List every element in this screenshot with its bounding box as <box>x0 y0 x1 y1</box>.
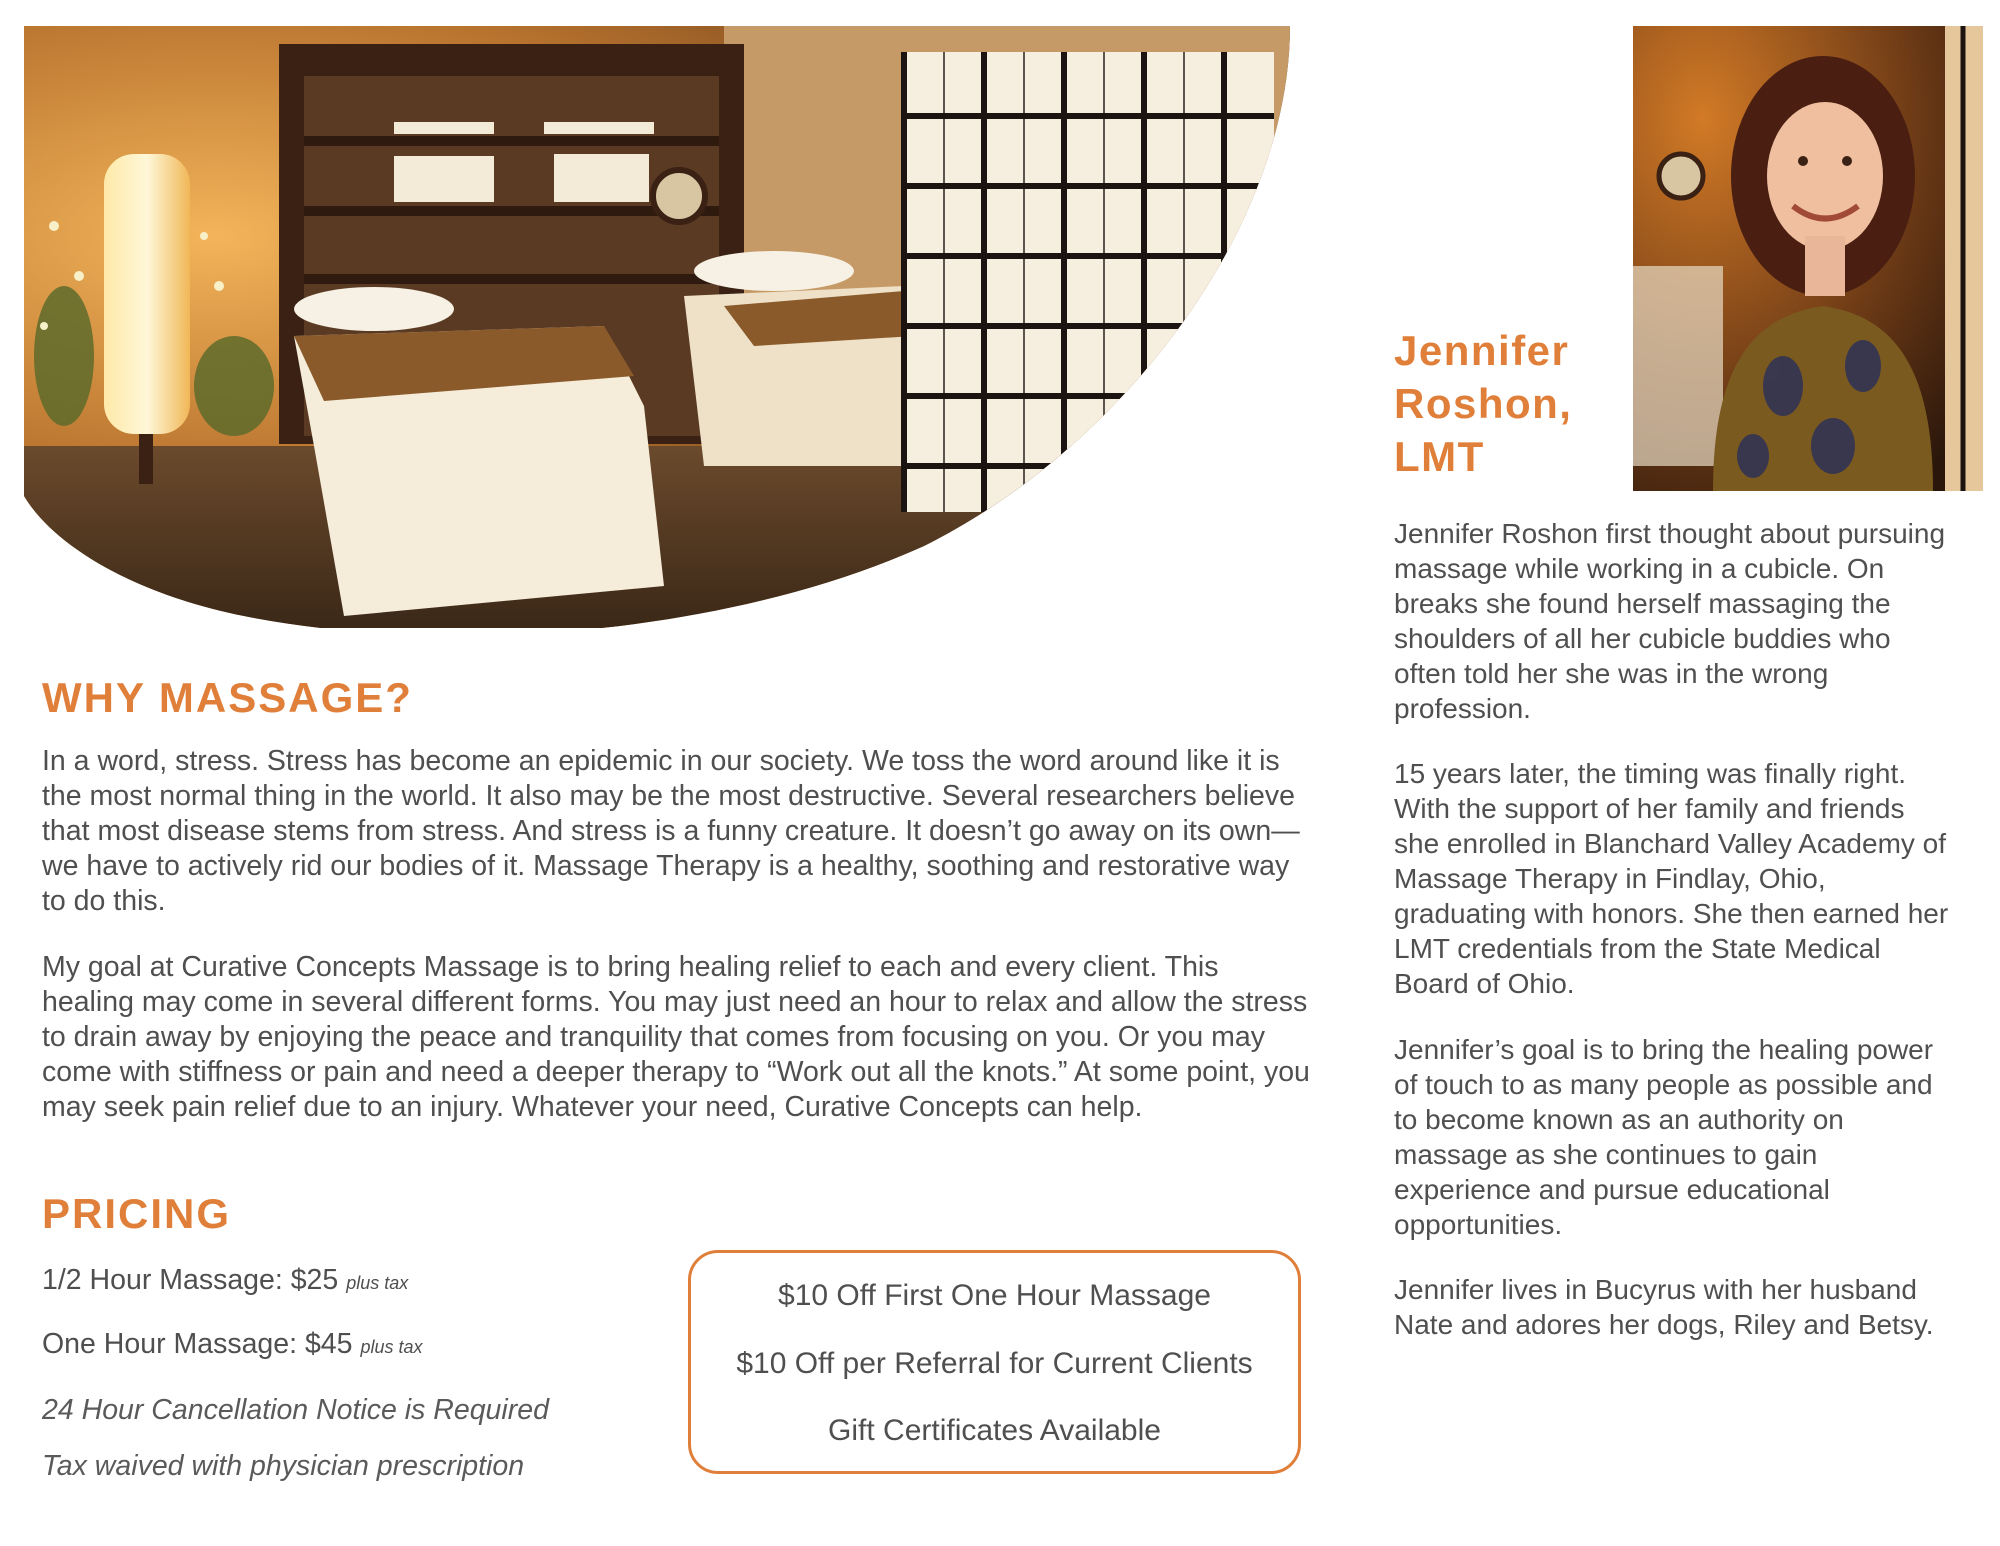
cancellation-note: 24 Hour Cancellation Notice is Required <box>42 1394 549 1426</box>
price-label: 1/2 Hour Massage: $25 <box>42 1264 339 1296</box>
tax-waiver-note: Tax waived with physician prescription <box>42 1450 525 1482</box>
price-one-hour <box>42 1328 423 1361</box>
massage-room-photo <box>24 26 1290 628</box>
tax-note: plus tax <box>346 1273 409 1293</box>
offer-gift-certificates: Gift Certificates Available <box>828 1414 1161 1447</box>
price-label: One Hour Massage: $45 <box>42 1328 353 1360</box>
offer-referral: $10 Off per Referral for Current Clients <box>736 1347 1253 1380</box>
goal-paragraph: My goal at Curative Concepts Massage is to bring healing relief to each and every client. This healing may come in several different forms. You may just need an hour to relax and allow the stress to drain away by enjoying the peace and tranquility that comes from focusing on you. Or you may come with stiffness or pain and need a deeper therapy to “Work out all the knots.” At some point, you may seek pain relief due to an injury. Whatever your need, Curative Concepts can help. <box>42 951 1310 1123</box>
therapist-name-heading <box>1394 324 1572 483</box>
name-line: LMT <box>1394 433 1485 480</box>
name-line: Roshon, <box>1394 380 1573 427</box>
therapist-portrait-photo <box>1633 26 1983 491</box>
offer-first-massage: $10 Off First One Hour Massage <box>778 1279 1211 1312</box>
tax-note: plus tax <box>360 1337 423 1357</box>
pricing-heading: PRICING <box>42 1190 232 1237</box>
special-offers-box <box>688 1250 1301 1474</box>
why-massage-paragraph: In a word, stress. Stress has become an epidemic in our society. We toss the word around like it is the most normal thing in the world. It also may be the most destructive. Several researchers believe that most disease stems from stress. And stress is a funny creature. It doesn’t go away on its own—we have to actively rid our bodies of it. Massage Therapy is a healthy, soothing and restorative way to do this. <box>42 745 1300 917</box>
bio-paragraph: Jennifer Roshon first thought about pursuing massage while working in a cubicle. On breaks she found herself massaging the shoulders of all her cubicle buddies who often told her she was in the wrong profession. <box>1394 518 1946 724</box>
price-half-hour <box>42 1264 408 1297</box>
bio-paragraph: Jennifer lives in Bucyrus with her husband Nate and adores her dogs, Riley and Betsy. <box>1394 1274 1934 1340</box>
bio-paragraph: Jennifer’s goal is to bring the healing power of touch to as many people as possible and to become known as an authority on massage as she continues to gain experience and pursue educational opportunities. <box>1394 1034 1934 1240</box>
bio-paragraph: 15 years later, the timing was finally right. With the support of her family and friends she enrolled in Blanchard Valley Academy of Massage Therapy in Findlay, Ohio, graduating with honors. She then earned her LMT credentials from the State Medical Board of Ohio. <box>1394 758 1949 999</box>
why-massage-heading: WHY MASSAGE? <box>42 674 413 721</box>
name-line: Jennifer <box>1394 327 1570 374</box>
